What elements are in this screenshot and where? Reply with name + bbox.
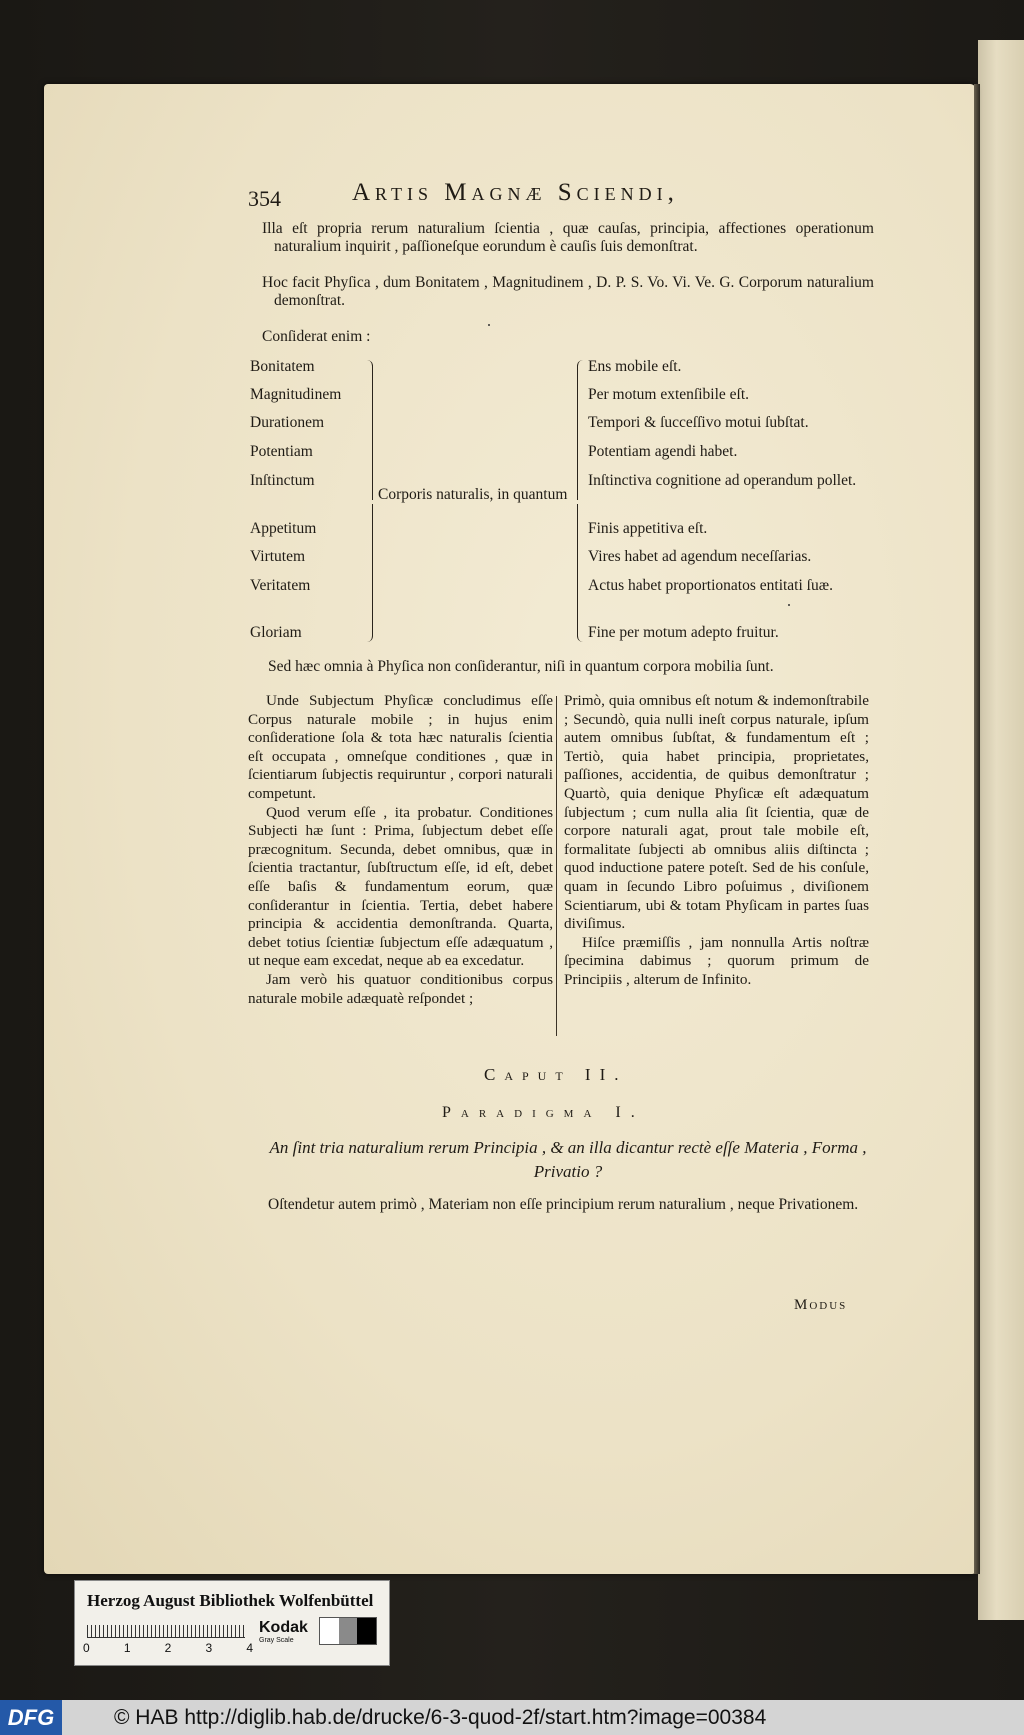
- ruler-number: 0: [83, 1641, 90, 1655]
- intro-paragraph: Illa eſt propria rerum naturalium ſcientia , quæ cauſas, principia, affectiones operationum naturalium inquirit , paſſioneſque eorundum è cauſis ſuis demonſtrat.: [262, 220, 874, 255]
- ink-spot: [788, 604, 790, 606]
- facing-page-edge: [978, 40, 1024, 1620]
- gray-chip: [357, 1618, 376, 1644]
- body-paragraph: Oſtendetur autem primò , Materiam non eſſe principium rerum naturalium , neque Privationem.: [268, 1196, 859, 1213]
- table-left-item: Inſtinctum: [250, 472, 315, 489]
- library-name: Herzog August Bibliothek Wolfenbüttel: [87, 1591, 374, 1610]
- ink-spot: [488, 324, 490, 326]
- table-left-item: Potentiam: [250, 443, 313, 460]
- kodak-logo: Kodak: [259, 1619, 308, 1636]
- table-left-item: Virtutem: [250, 548, 306, 565]
- table-right-item: Tempori & ſucceſſivo motui ſubſtat.: [588, 414, 809, 431]
- column-paragraph: Hiſce præmiſſis , jam nonnulla Artis noſtræ ſpecimina dabimus ; quorum primum de Principiis , alterum de Infinito.: [564, 933, 869, 988]
- left-brace-lower: [362, 504, 373, 642]
- column-paragraph: Jam verò his quatuor conditionibus corpus naturale mobile adæquatè reſpondet ;: [248, 970, 553, 1007]
- table-right-item: Ens mobile eſt.: [588, 358, 682, 375]
- table-right-item: Finis appetitiva eſt.: [588, 520, 708, 537]
- considerat-line: Conſiderat enim :: [262, 328, 371, 345]
- table-right-item: Inſtinctiva cognitione ad operandum pollet.: [588, 472, 857, 489]
- column-divider: [556, 696, 557, 1036]
- ruler-number: 2: [164, 1641, 172, 1655]
- footer-bar: [0, 1700, 1024, 1735]
- table-right-item: Vires habet ad agendum neceſſarias.: [588, 548, 812, 565]
- intro-paragraph: Hoc facit Phyſica , dum Bonitatem , Magnitudinem , D. P. S. Vo. Vi. Ve. G. Corporum naturalium demonſtrat.: [262, 274, 874, 309]
- column-paragraph: Primò, quia omnibus eſt notum & indemonſtrabile ; Secundò, quia nulli ineſt corpus naturale, ipſum autem omnibus ſubſtat, & fundamentum eſt ; Tertiò, quia habet principia, proprietates, paſſiones, accidentia, de quibus demonſtratur ; Quartò, quia denique Phyſicæ eſt adæquatum ſubjectum ; cum nulla alia ſit ſcientia, quæ de corpore naturali agat, prout tale mobile eſt, formalitate ſubjecti ab omnibus aliis diſtincta ; quod inductione patere poteſt. Sed de his conſule, quam in ſecundo Libro poſuimus , diviſionem Scientiarum, ubi & totam Phyſicam in partes ſuas diviſimus.: [564, 692, 869, 933]
- color-target-card: [74, 1580, 390, 1666]
- table-right-item: Per motum extenſibile eſt.: [588, 386, 749, 403]
- chapter-heading: Caput II.: [484, 1065, 628, 1084]
- table-left-item: Bonitatem: [250, 358, 315, 375]
- running-title: Artis Magnæ Sciendi,: [352, 179, 679, 206]
- section-heading: Paradigma I.: [442, 1104, 645, 1121]
- table-left-item: Durationem: [250, 414, 325, 431]
- gray-chip: [320, 1618, 339, 1644]
- ruler-number: 3: [205, 1641, 213, 1655]
- column-paragraph: Quod verum eſſe , ita probatur. Conditiones Subjecti hæ ſunt : Prima, ſubjectum debet eſſe præcognitum. Secunda, debet omnibus, quæ in ſcientia tractantur, ſubſtructum eſſe, id eſt, debet eſſe baſis & fundamentum eorum, quæ conſiderantur in ſcientia. Tertia, debet habere principia & accidentia demonſtranda. Quarta, debet totius ſcientiæ ſubjectum eſſe adæquatum , ut neque eam excedat, neque ab ea excedatur.: [248, 803, 553, 970]
- table-middle-phrase: Corporis naturalis, in quantum: [378, 486, 568, 503]
- page-number: 354: [248, 186, 281, 211]
- gray-scale-label: Gray Scale: [259, 1637, 294, 1644]
- scale-ruler: [87, 1625, 245, 1638]
- copyright-link[interactable]: © HAB http://diglib.hab.de/drucke/6-3-quod-2f/start.htm?image=00384: [114, 1706, 767, 1729]
- table-left-item: Appetitum: [250, 520, 317, 537]
- ruler-number: 4: [246, 1641, 253, 1655]
- table-right-item: Fine per motum adepto fruitur.: [588, 624, 779, 641]
- right-brace-lower: [577, 504, 586, 642]
- gray-chips: [319, 1617, 377, 1645]
- gray-chip: [339, 1618, 358, 1644]
- column-paragraph: Unde Subjectum Phyſicæ concludimus eſſe Corpus naturale mobile ; in hujus enim conſideratione ſola & tota hæc naturalis ſcientia eſt occupata , omneſque conditiones , quæ in ſcientiarum ſubjectis requiruntur , corpori naturali competunt.: [248, 692, 553, 802]
- table-left-item: Gloriam: [250, 624, 302, 641]
- ruler-numbers: [83, 1641, 253, 1655]
- table-right-item: Potentiam agendi habet.: [588, 443, 738, 460]
- catchword: Modus: [794, 1297, 848, 1313]
- table-left-item: Magnitudinem: [250, 386, 342, 403]
- table-left-item: Veritatem: [250, 577, 311, 594]
- dfg-logo[interactable]: DFG: [0, 1700, 62, 1735]
- table-right-item: Actus habet proportionatos entitati ſuæ.: [588, 577, 833, 594]
- left-brace-upper: [362, 360, 373, 500]
- text-column-right: [564, 692, 869, 990]
- ruler-number: 1: [123, 1641, 131, 1655]
- text-column-left: [248, 692, 553, 1008]
- page-gutter: [974, 84, 980, 1574]
- summary-line: Sed hæc omnia à Phyſica non conſiderantur, niſi in quantum corpora mobilia ſunt.: [268, 658, 774, 675]
- question-text: An ſint tria naturalium rerum Principia , & an illa dicantur rectè eſſe Materia , Forma , Privatio ?: [269, 1138, 867, 1181]
- right-brace-upper: [577, 360, 586, 500]
